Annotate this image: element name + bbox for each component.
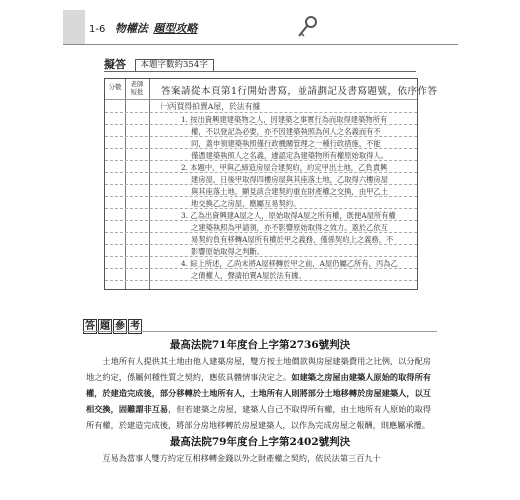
answer-line: 與其座落土地，顯見該合建契約重在財產權之交換，由甲乙土 <box>191 187 389 196</box>
case-paragraph <box>86 450 431 466</box>
review-column-header: 老師 短批 <box>130 80 144 96</box>
answer-line: 建房屋，日後甲取得四樓房屋與其座落土地，乙取得六樓房屋 <box>191 175 389 184</box>
answer-line: 易契約負有移轉A屋所有權於甲之義務，僅係契約上之義務，不 <box>191 235 394 244</box>
page-number: 1-6 <box>89 24 106 35</box>
answer-line: 僅憑建築執照人之名義，遽認定為建築物所有權原始取得人。 <box>191 151 389 160</box>
case-text: 土地所有人提供其土地由他人建築房屋，雙方按土地價款與房屋建築費用之比例，以分配房地之約定，係屬何種性質之契約，應依具體情事決定之。 <box>86 356 431 382</box>
row-divider <box>105 136 417 137</box>
row-divider <box>105 196 417 197</box>
row-divider <box>105 244 417 245</box>
header-text <box>89 20 197 36</box>
answer-line: 之建築執照為甲請領，亦不影響原始取得之效力。蓋於乙依互 <box>191 223 389 232</box>
row-divider <box>105 268 417 269</box>
case-title: 最高法院79年度台上字第2402號判決 <box>169 436 351 448</box>
row-divider <box>105 160 417 161</box>
answer-heading: ㈠丙買得拍賣A屋，於法有據 <box>161 102 261 111</box>
answer-line: 權，不以登記為必要，亦不因建築執照為何人之名義而有不 <box>191 127 381 136</box>
row-divider <box>105 208 417 209</box>
case-paragraph <box>86 353 431 433</box>
draft-label: 擬答 <box>104 58 126 71</box>
answer-line: 之債權人，聲請拍賣A屋於法有據。 <box>191 271 306 280</box>
answer-line: 2. 本題中，甲與乙締造房屋合建契約，約定甲出土地，乙負責興 <box>181 163 388 172</box>
case-text: 互易為當事人雙方約定互相移轉金錢以外之財產權之契約，依民法第三百九十 <box>102 453 381 463</box>
answer-line: 地交換乙之房屋，應屬互易契約。 <box>191 199 301 208</box>
book-title: 物權法 <box>114 22 148 35</box>
answer-line: 3. 乙為出資興建A屋之人，原始取得A屋之所有權，既便A屋所有權 <box>181 211 396 220</box>
reference-char: 答 <box>85 321 95 332</box>
answer-line: 1. 按出資興建建築物之人，因建築之事實行為而取得建築物所有 <box>181 115 388 124</box>
reference-char: 參 <box>115 321 125 332</box>
case-text: ，但若建築之房屋，建築人自己不取得所有權，由土地所有人原始的取得所有權，於建造完成後，將部分房地移轉於房屋建築人，以作為完成房屋之報酬，則應屬承攬。 <box>86 404 431 430</box>
row-divider <box>105 99 417 100</box>
row-divider <box>105 148 417 149</box>
row-divider <box>105 172 417 173</box>
reference-char: 題 <box>100 321 110 332</box>
row-divider <box>105 220 417 221</box>
book-subtitle: 題型攻略 <box>153 22 198 35</box>
row-divider <box>105 232 417 233</box>
reference-char: 考 <box>130 321 140 332</box>
draft-answer-row <box>104 56 214 72</box>
page-header <box>63 10 458 45</box>
sheet-instruction: 答案請從本頁第1行開始書寫，並請劃記及書寫題號，依序作答 <box>161 86 438 97</box>
row-divider <box>105 124 417 125</box>
chapter-tab <box>63 10 85 44</box>
draft-divider <box>104 71 416 72</box>
answer-sheet <box>104 78 438 290</box>
key-icon <box>295 14 321 40</box>
score-column-header: 分數 <box>108 83 122 91</box>
row-divider <box>105 112 417 113</box>
row-divider <box>105 256 417 257</box>
row-divider <box>105 280 417 281</box>
answer-line: 4. 綜上所述，乙尚未將A屋移轉於甲之前，A屋仍屬乙所有，丙為乙 <box>181 259 398 268</box>
case-text-bold: 如建築之房屋由建築人原始的取得所有權，於建造完成後，部分移轉於土地所有人，土地所有人則將部分土地移轉於房屋建築人，以互相交換，固難謂非互易 <box>86 372 431 414</box>
word-count-badge: 本題字數約354字 <box>135 59 214 72</box>
row-divider <box>105 184 417 185</box>
answer-line: 影響原始取得之判斷。 <box>191 247 264 256</box>
reference-divider <box>83 331 437 332</box>
answer-line: 同，蓋申領建築執照僅行政機關管理之一種行政措施，不能 <box>191 139 381 148</box>
case-title: 最高法院71年度台上字第2736號判決 <box>169 339 351 351</box>
